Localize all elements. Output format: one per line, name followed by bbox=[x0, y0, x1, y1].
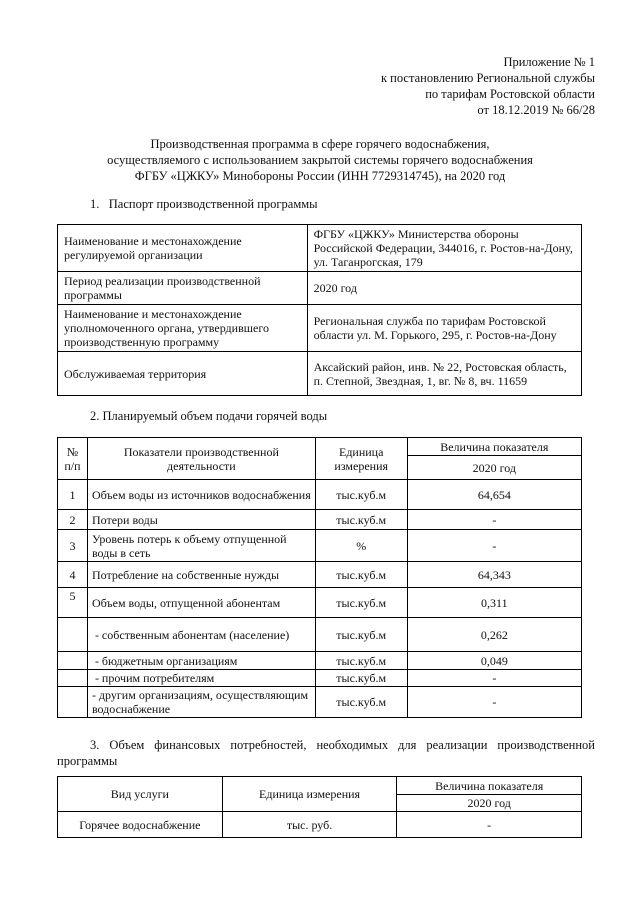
row-name: - бюджетным организациям bbox=[87, 652, 315, 670]
passport-value: Региональная служба по тарифам Ростовской области ул. М. Горького, 295, г. Ростов-на-Дону bbox=[307, 305, 581, 352]
row-unit: тыс.куб.м bbox=[315, 562, 407, 588]
appendix-block bbox=[381, 54, 595, 118]
appendix-line: Приложение № 1 bbox=[503, 55, 595, 69]
table-row bbox=[58, 670, 582, 687]
row-unit: тыс.куб.м bbox=[315, 480, 407, 510]
row-unit: тыс.куб.м bbox=[315, 652, 407, 670]
row-num bbox=[58, 687, 88, 718]
row-unit: тыс.куб.м bbox=[315, 687, 407, 718]
section3-heading bbox=[57, 737, 595, 769]
row-num bbox=[58, 670, 88, 687]
passport-table bbox=[57, 224, 582, 396]
document-title bbox=[40, 136, 600, 184]
table-row bbox=[58, 618, 582, 652]
row-name: - прочим потребителям bbox=[87, 670, 315, 687]
appendix-line: по тарифам Ростовской области bbox=[425, 87, 595, 101]
row-name: Уровень потерь к объему отпущенной воды в сеть bbox=[87, 530, 315, 562]
row-name: Потребление на собственные нужды bbox=[87, 562, 315, 588]
table-header-row bbox=[58, 438, 582, 456]
title-line: ФГБУ «ЦЖКУ» Минобороны России (ИНН 7729314745), на 2020 год bbox=[134, 169, 506, 183]
passport-label: Обслуживаемая территория bbox=[58, 352, 308, 396]
passport-value: ФГБУ «ЦЖКУ» Министерства обороны Российской Федерации, 344016, г. Ростов-на-Дону, ул. Таганрогская, 179 bbox=[307, 225, 581, 272]
header-value-group: Величина показателя bbox=[407, 438, 581, 456]
row-value: - bbox=[397, 812, 582, 838]
section3-heading-line: 3. Объем финансовых потребностей, необходимых для реализации производственной bbox=[90, 738, 595, 752]
row-value: 0,262 bbox=[407, 618, 581, 652]
row-unit: тыс.куб.м bbox=[315, 618, 407, 652]
header-value-group: Величина показателя bbox=[397, 777, 582, 795]
row-value: 0,311 bbox=[407, 588, 581, 618]
header-year: 2020 год bbox=[407, 456, 581, 480]
row-unit: % bbox=[315, 530, 407, 562]
table-row bbox=[58, 352, 582, 396]
table-row bbox=[58, 562, 582, 588]
row-name: Потери воды bbox=[87, 510, 315, 530]
row-name: Объем воды, отпущенной абонентам bbox=[87, 588, 315, 618]
table-row bbox=[58, 305, 582, 352]
row-num: 5 bbox=[58, 588, 88, 618]
header-num: № п/п bbox=[58, 438, 88, 480]
row-num bbox=[58, 618, 88, 652]
row-unit: тыс. руб. bbox=[222, 812, 397, 838]
row-num: 3 bbox=[58, 530, 88, 562]
table-row bbox=[58, 530, 582, 562]
row-name: - другим организациям, осуществляющим водоснабжение bbox=[87, 687, 315, 718]
table-row bbox=[58, 225, 582, 272]
row-num: 2 bbox=[58, 510, 88, 530]
header-service: Вид услуги bbox=[58, 777, 223, 812]
row-value: 64,343 bbox=[407, 562, 581, 588]
row-value: - bbox=[407, 687, 581, 718]
section3-heading-line: программы bbox=[57, 754, 118, 768]
row-value: - bbox=[407, 530, 581, 562]
section2-heading: 2. Планируемый объем подачи горячей воды bbox=[90, 409, 328, 423]
water-supply-table bbox=[57, 437, 582, 718]
table-row bbox=[58, 510, 582, 530]
row-num: 1 bbox=[58, 480, 88, 510]
header-year: 2020 год bbox=[397, 795, 582, 812]
row-unit: тыс.куб.м bbox=[315, 510, 407, 530]
row-unit: тыс.куб.м bbox=[315, 588, 407, 618]
table-row bbox=[58, 272, 582, 305]
row-service: Горячее водоснабжение bbox=[58, 812, 223, 838]
row-value: - bbox=[407, 510, 581, 530]
passport-label: Наименование и местонахождение уполномоченного органа, утвердившего производственную программу bbox=[58, 305, 308, 352]
appendix-line: к постановлению Региональной службы bbox=[380, 71, 595, 85]
row-name: Объем воды из источников водоснабжения bbox=[87, 480, 315, 510]
header-unit: Единица измерения bbox=[222, 777, 397, 812]
table-header-row bbox=[58, 777, 582, 795]
passport-value: 2020 год bbox=[307, 272, 581, 305]
title-line: осуществляемого с использованием закрытой системы горячего водоснабжения bbox=[107, 153, 533, 167]
row-num: 4 bbox=[58, 562, 88, 588]
row-name: - собственным абонентам (население) bbox=[87, 618, 315, 652]
appendix-line: от 18.12.2019 № 66/28 bbox=[477, 103, 595, 117]
row-unit: тыс.куб.м bbox=[315, 670, 407, 687]
row-num bbox=[58, 652, 88, 670]
row-value: - bbox=[407, 670, 581, 687]
table-row bbox=[58, 652, 582, 670]
table-row bbox=[58, 812, 582, 838]
section1-heading: 1. Паспорт производственной программы bbox=[90, 197, 318, 211]
row-value: 0,049 bbox=[407, 652, 581, 670]
header-unit: Единица измерения bbox=[315, 438, 407, 480]
table-row bbox=[58, 480, 582, 510]
passport-label: Период реализации производственной программы bbox=[58, 272, 308, 305]
table-row bbox=[58, 588, 582, 618]
table-row bbox=[58, 687, 582, 718]
title-line: Производственная программа в сфере горячего водоснабжения, bbox=[150, 137, 490, 151]
passport-label: Наименование и местонахождение регулируемой организации bbox=[58, 225, 308, 272]
header-indicator: Показатели производственной деятельности bbox=[87, 438, 315, 480]
row-value: 64,654 bbox=[407, 480, 581, 510]
financial-table bbox=[57, 776, 582, 838]
passport-value: Аксайский район, инв. № 22, Ростовская область, п. Степной, Звездная, 1, вг. № 8, вч. 11659 bbox=[307, 352, 581, 396]
